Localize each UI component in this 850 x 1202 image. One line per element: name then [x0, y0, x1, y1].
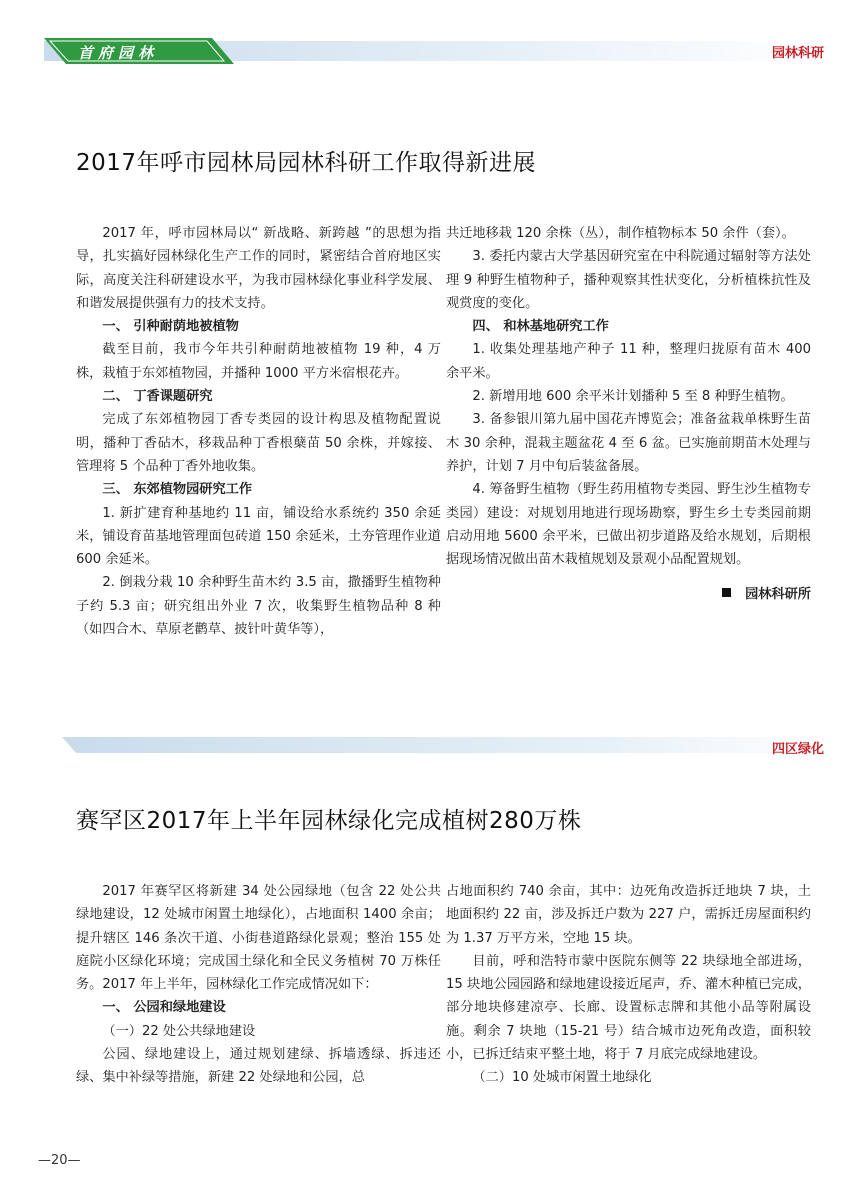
article2-left-column [76, 880, 441, 1090]
square-bullet-icon [722, 588, 731, 597]
paragraph: 1. 收集处理基地产种子 11 种，整理归拢原有苗木 400 余平米。 [446, 342, 811, 381]
paragraph: 3. 委托内蒙古大学基因研究室在中科院通过辐射等方法处理 9 种野生植物种子，播种观察其性状变化，分析植株抗性及观赏度的变化。 [446, 249, 811, 311]
paragraph: 占地面积约 740 余亩，其中：边死角改造拆迁地块 7 块，土地面积约 22 亩，涉及拆迁户数为 227 户，需拆迁房屋面积约为 1.37 万平方米，空地 15 块。 [446, 884, 811, 946]
paragraph: 截至目前，我市今年共引种耐荫地被植物 19 种，4 万株，栽植于东郊植物园，并播种 1000 平方米宿根花卉。 [76, 342, 441, 381]
article2-title: 赛罕区2017年上半年园林绿化完成植树280万株 [76, 808, 582, 834]
paragraph: 1. 新扩建育种基地约 11 亩，铺设给水系统约 350 余延米，铺设育苗基地管理面包砖道 150 余延米，土夯管理作业道 600 余延米。 [76, 505, 441, 568]
paragraph: （一）22 处公共绿地建设 [102, 1023, 256, 1039]
paragraph: 公园、绿地建设上，通过规划建绿、拆墙透绿、拆违还绿、集中补绿等措施，新建 22 处绿地和公园，总 [76, 1047, 441, 1086]
header-band-middle [62, 737, 828, 753]
section-heading: 三、 东郊植物园研究工作 [102, 482, 253, 498]
paragraph: （二）10 处城市闲置土地绿化 [472, 1070, 652, 1086]
section-tag-district: 四区绿化 [771, 742, 824, 757]
section-heading: 四、 和林基地研究工作 [472, 319, 609, 335]
paragraph: 2017 年，呼市园林局以“ 新战略、新跨越 ”的思想为指导，扎实搞好园林绿化生产工作的同时，紧密结合首府地区实际，高度关注科研建设水平，为我市园林绿化事业科学发展、和谐发展提供强有力的技术支持。 [76, 226, 441, 311]
paragraph: 共迁地移栽 120 余株（丛），制作植物标本 50 余件（套）。 [446, 226, 795, 241]
paragraph: 2. 倒栽分栽 10 余种野生苗木约 3.5 亩，撒播野生植物种子约 5.3 亩；研究组出外业 7 次，收集野生植物品种 8 种（如四合木、草原老鹳草、披针叶黄华等）， [76, 575, 441, 638]
paragraph: 目前，呼和浩特市蒙中医院东侧等 22 块绿地全部进场，15 块地公园园路和绿地建设接近尾声，乔、灌木种植已完成，部分地块修建凉亭、长廊、设置标志牌和其他小品等附属设施。剩余 7 块地（15-21 号）结合城市边死角改造，面积较小，已拆迁结束平整土地，将于 7 月底完成绿地建设。 [446, 953, 811, 1063]
paragraph: 2. 新增用地 600 余平米计划播种 5 至 8 种野生植物。 [472, 389, 794, 405]
section-heading: 二、 丁香课题研究 [102, 389, 213, 405]
section-tag-research: 园林科研 [771, 46, 824, 61]
article1-left-column [76, 222, 441, 641]
article1-right-column [446, 222, 811, 607]
article1-title: 2017年呼市园林局园林科研工作取得新进展 [76, 150, 537, 176]
article2-right-column [446, 880, 811, 1090]
paragraph: 2017 年赛罕区将新建 34 处公园绿地（包含 22 处公共绿地建设，12 处城市闲置土地绿化），占地面积 1400 余亩；提升辖区 146 条次干道、小街巷道路绿化景观；整治 155 处庭院小区绿化环境；完成国土绿化和全民义务植树 70 万株任务。2017 年上半年，园林绿化工作完成情况如下： [76, 884, 441, 993]
section-heading: 一、 引种耐荫地被植物 [102, 319, 239, 335]
journal-logo-text: 首府园林 [78, 44, 159, 62]
paragraph: 完成了东郊植物园丁香专类园的设计构思及植物配置说明，播种丁香砧木，移栽品种丁香根蘖苗 50 余株，并嫁接、管理将 5 个品种丁香外地收集。 [76, 412, 441, 474]
page-number: —20— [38, 1153, 81, 1168]
article1-signature [446, 583, 811, 606]
section-heading: 一、 公园和绿地建设 [102, 1000, 226, 1016]
signature-text: 园林科研所 [745, 587, 811, 603]
paragraph: 4. 筹备野生植物（野生药用植物专类园、野生沙生植物专类园）建设：对规划用地进行现场勘察，野生乡土专类园前期启动用地 5600 余平米，已做出初步道路及给水规划，后期根据现场情况做出苗木栽植规划及景观小品配置规划。 [446, 482, 811, 568]
paragraph: 3. 备参银川第九届中国花卉博览会；准备盆栽单株野生苗木 30 余种，混栽主题盆花 4 至 6 盆。已实施前期苗木处理与养护，计划 7 月中旬后装盆备展。 [446, 412, 811, 474]
